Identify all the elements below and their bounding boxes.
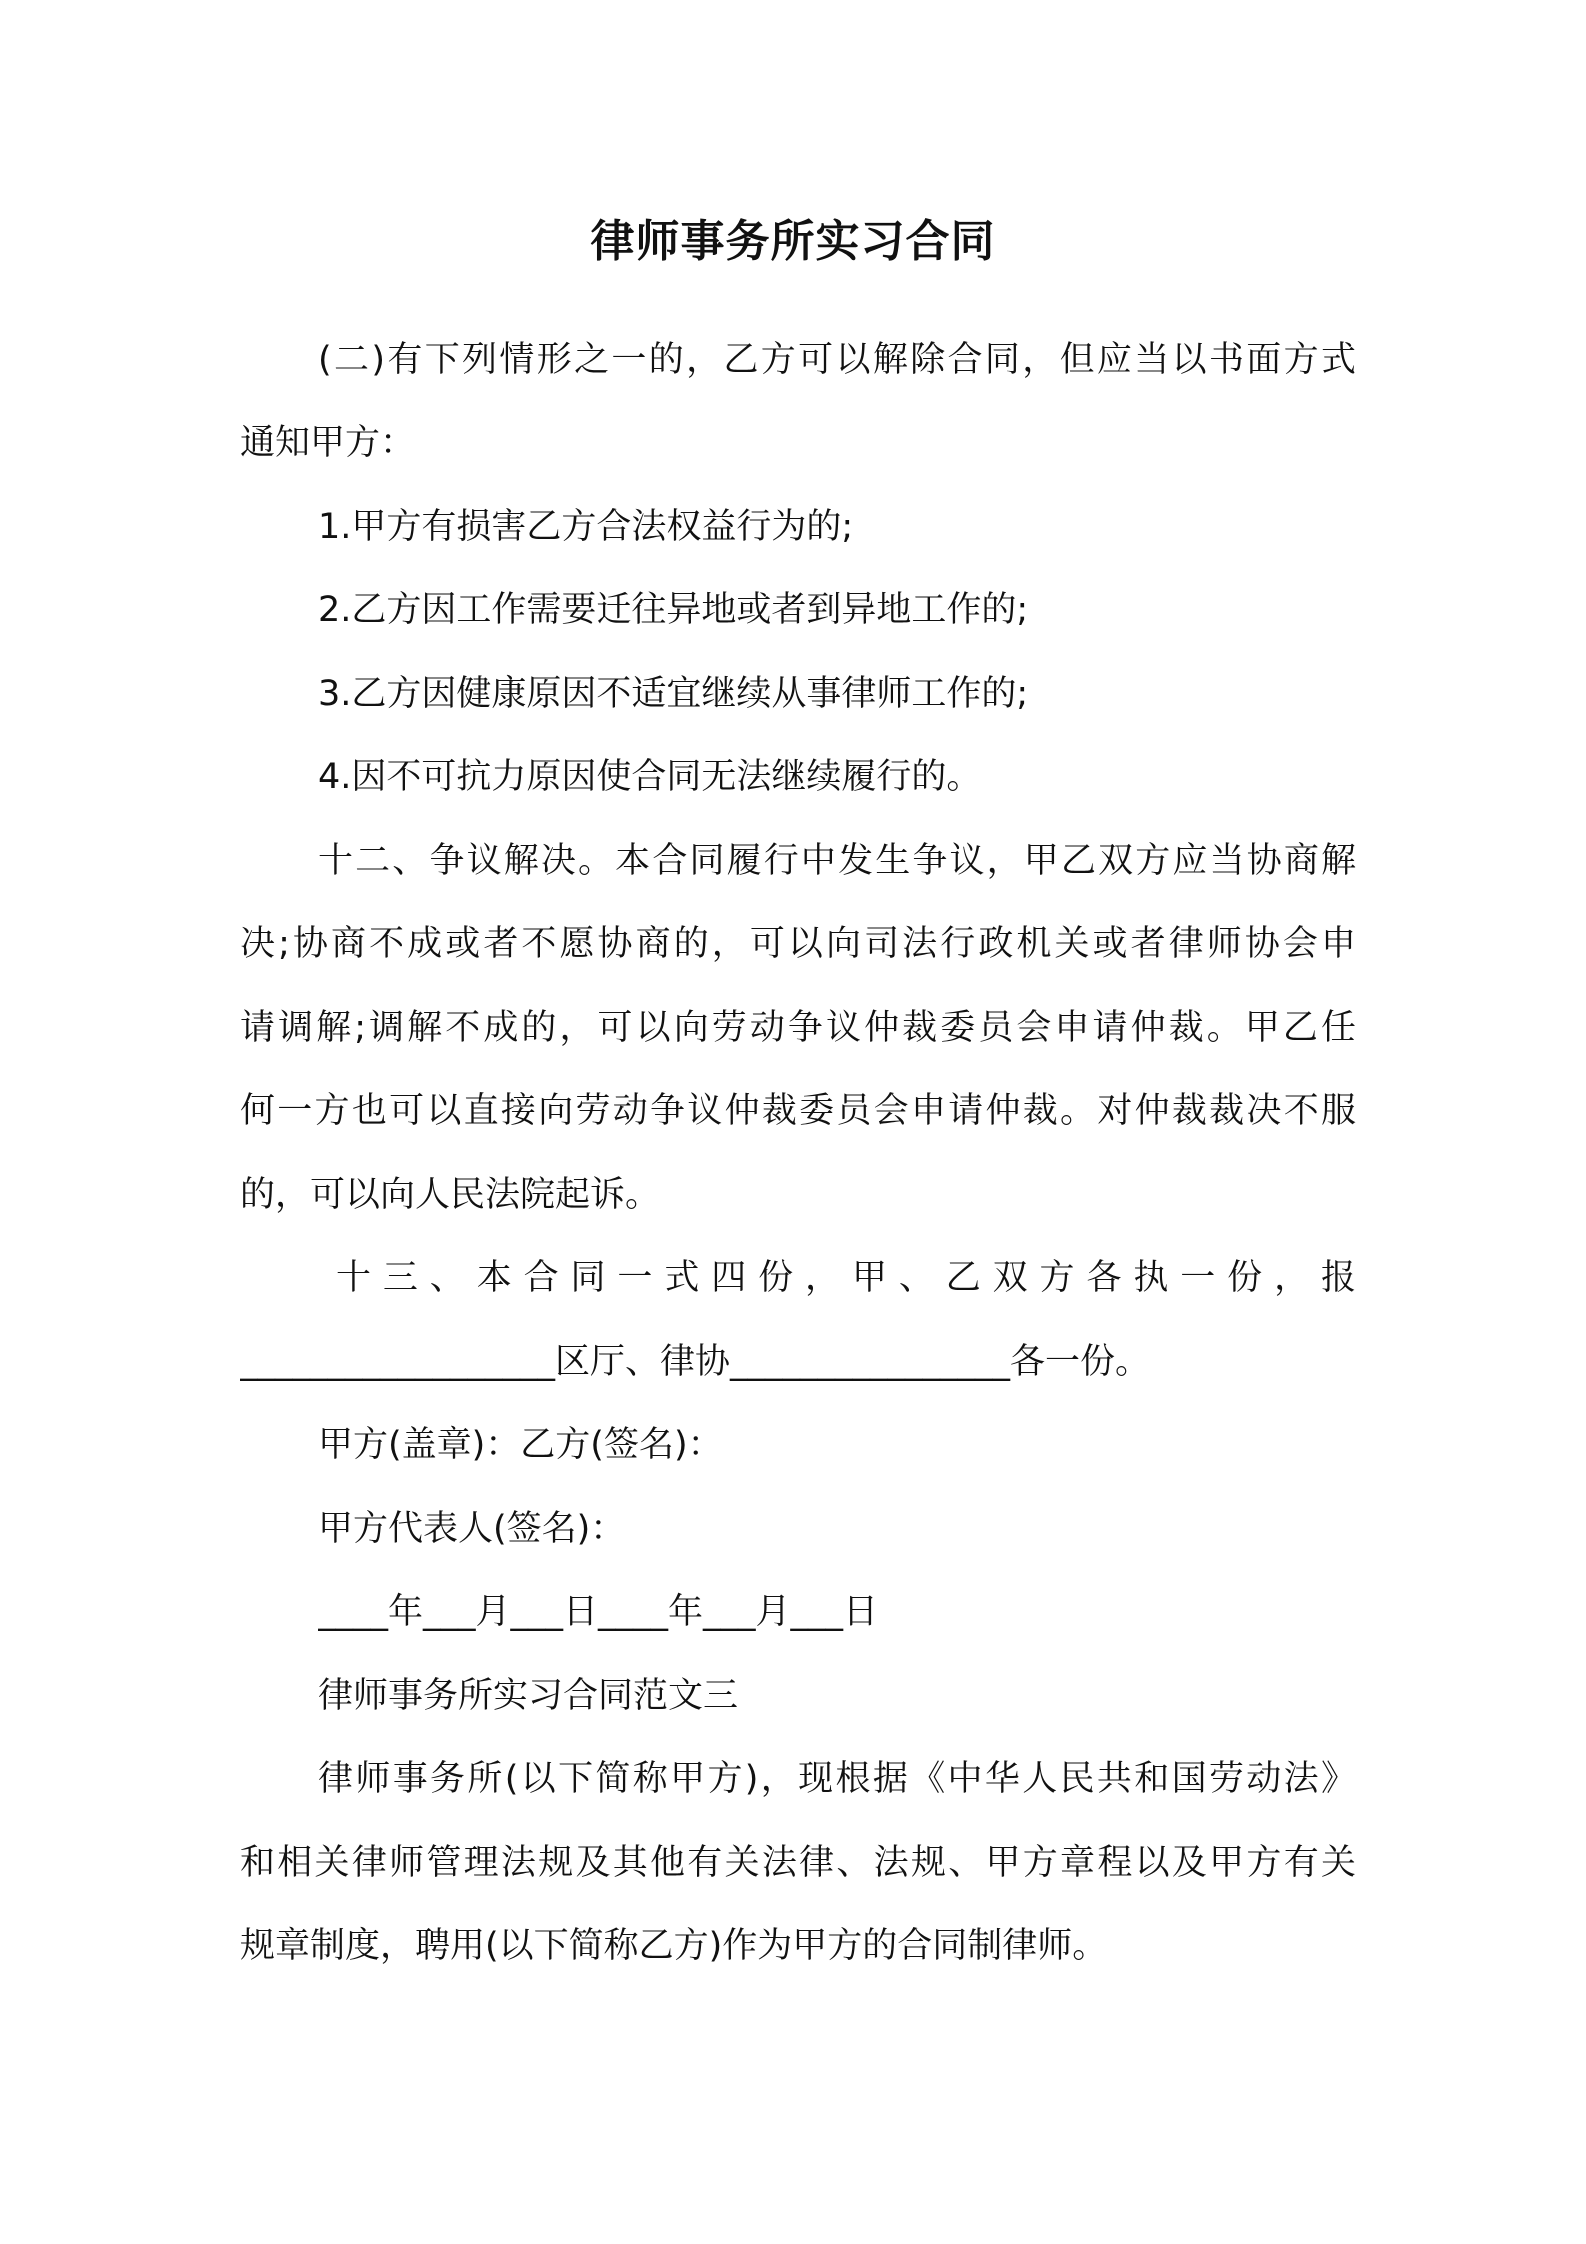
paragraph-line: (二)有下列情形之一的，乙方可以解除合同，但应当以书面方式 xyxy=(318,340,1356,380)
section-heading: 律师事务所实习合同范文三 xyxy=(318,1676,739,1716)
paragraph-line: 律师事务所(以下简称甲方)，现根据《中华人民共和国劳动法》 xyxy=(318,1759,1356,1799)
paragraph-line: __________________区厅、律协________________各一份。 xyxy=(240,1342,1151,1382)
list-item: 3.乙方因健康原因不适宜继续从事律师工作的; xyxy=(318,674,1029,714)
paragraph-line: 何一方也可以直接向劳动争议仲裁委员会申请仲裁。对仲裁裁决不服 xyxy=(240,1091,1356,1131)
paragraph-line: 和相关律师管理法规及其他有关法律、法规、甲方章程以及甲方有关 xyxy=(240,1843,1356,1883)
paragraph-line: 规章制度，聘用(以下简称乙方)作为甲方的合同制律师。 xyxy=(240,1926,1108,1966)
paragraph-line: 通知甲方： xyxy=(240,423,416,463)
paragraph-line: 十三、本合同一式四份，甲、乙双方各执一份，报 xyxy=(336,1258,1356,1298)
date-line: ____年___月___日____年___月___日 xyxy=(318,1592,879,1632)
signature-line: 甲方代表人(签名)： xyxy=(318,1509,626,1549)
paragraph-line: 请调解;调解不成的，可以向劳动争议仲裁委员会申请仲裁。甲乙任 xyxy=(240,1008,1356,1048)
paragraph-line: 十二、争议解决。本合同履行中发生争议，甲乙双方应当协商解 xyxy=(318,841,1356,881)
list-item: 1.甲方有损害乙方合法权益行为的; xyxy=(318,507,854,547)
list-item: 2.乙方因工作需要迁往异地或者到异地工作的; xyxy=(318,590,1029,630)
paragraph-line: 决;协商不成或者不愿协商的，可以向司法行政机关或者律师协会申 xyxy=(240,924,1356,964)
signature-line: 甲方(盖章)：乙方(签名)： xyxy=(318,1425,723,1465)
list-item: 4.因不可抗力原因使合同无法继续履行的。 xyxy=(318,757,982,797)
paragraph-line: 的，可以向人民法院起诉。 xyxy=(240,1175,661,1215)
document-title: 律师事务所实习合同 xyxy=(590,216,996,267)
